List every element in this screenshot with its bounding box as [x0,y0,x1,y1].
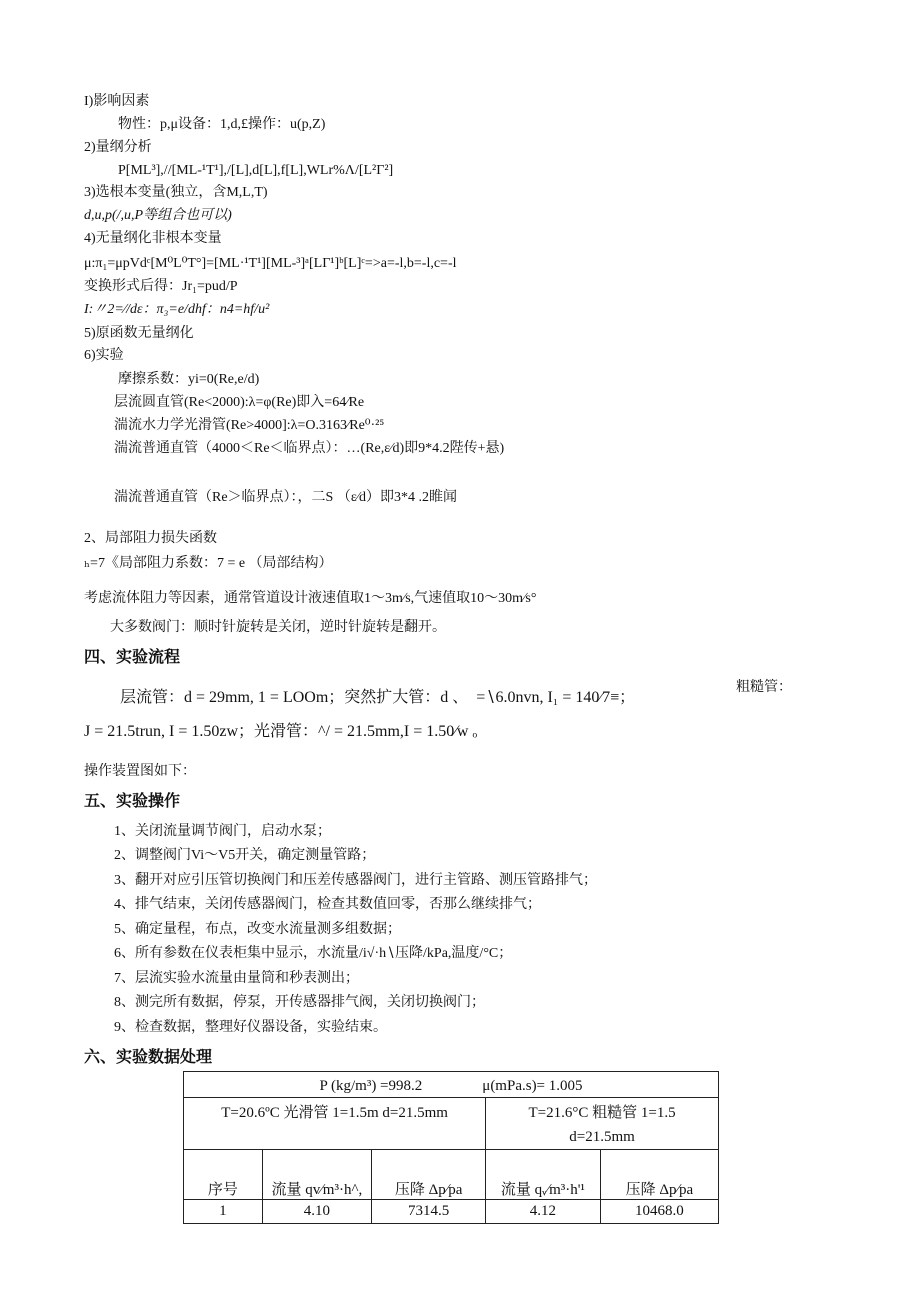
formula-line: I:〃2=∕/dε：π₃=e/dhf：n4=hf/u² [84,302,270,317]
text-line: 6)实验 [84,348,124,363]
text-line: 2)量纲分析 [84,140,152,155]
text-line: 层流圆直管(Re<2000):λ=φ(Re)即入=64∕Re [114,395,365,410]
text-line: 操作装置图如下： [84,764,196,779]
table-cell: T=20.6ºC 光滑管 1=1.5m d=21.5mm [184,1098,486,1150]
text-line: 湍流水力学光滑管(Re>4000]:λ=O.3163∕Re⁰·²⁵ [114,418,385,433]
text-line: P[ML³],//[ML-¹T¹],/[L],d[L],f[L],WLr%Λ/[L²Γ²] [118,163,394,178]
text-line: 摩擦系数：yi=0(Re,e/d) [118,372,260,387]
section-heading: 四、实验流程 [84,649,181,666]
text-line: ₕ=7《局部阻力系数：7 = e （局部结构） [84,556,333,571]
list-item: 8、测完所有数据，停泵，开传感器排气阀，关闭切换阀门； [114,995,485,1010]
list-item: 3、翻开对应引压管切换阀门和压差传感器阀门，进行主管路、测压管路排气； [114,873,597,888]
list-item: 2、调整阀门Vi～V5开关，确定测量管路； [114,848,376,863]
text-line: 粗糙管： [736,680,792,695]
formula-line: 层流管：d = 29mm, 1 = LOOm；突然扩大管：d 、 =∖6.0nvn, I₁ = 140∕7≡； [120,689,636,706]
table-header: 压降 Δp∕pa [372,1150,486,1200]
table-cell-line: T=21.6°C 粗糙管 1=1.5 [528,1105,676,1121]
table-header: 序号 [184,1150,263,1200]
text-line: d,u,p(/,u,P等组合也可以) [84,208,232,223]
text-line: 湍流普通直管（4000＜Re＜临界点）：…(Re,ε∕d)即9*4.2陛传+悬) [114,441,505,456]
list-item: 7、层流实验水流量由量筒和秒表测出； [114,971,359,986]
text-line: 2、局部阻力损失函数 [84,531,217,546]
text-line: 3)选根本变量(独立，含M,L,T) [84,185,268,200]
list-item: 5、确定量程，布点，改变水流量测多组数据； [114,922,401,937]
table-cell-line: d=21.5mm [569,1129,635,1145]
table-cell: 7314.5 [372,1200,486,1224]
table-cell: P (kg/m³) =998.2 μ(mPa.s)= 1.005 [184,1072,719,1098]
list-item: 1、关闭流量调节阀门，启动水泵； [114,824,331,839]
text-line: 5)原函数无量纲化 [84,326,194,341]
table-row [184,1200,719,1224]
text-line: 湍流普通直管（Re＞临界点）：，二S （ε∕d）即3*4 .2睢闻 [114,490,458,505]
table-cell: 4.10 [262,1200,371,1224]
formula-line: J = 21.5trun, I = 1.50zw；光滑管：^/ = 21.5mm,I = 1.50∕w ₒ [84,723,478,740]
table-cell: 4.12 [486,1200,601,1224]
list-item: 4、排气结束，关闭传感器阀门，检查其数值回零，否那么继续排气； [114,897,541,912]
text-line: 变换形式后得：Jr₁=pud/P [84,279,238,294]
text-line: 考虑流体阻力等因素，通常管道设计液速值取1～3m∕s,气速值取10～30m∕s° [84,591,537,606]
list-item: 6、所有参数在仪表柜集中显示，水流量/i√·h∖压降/kPa,温度/°C； [114,946,513,961]
text-line: I)影响因素 [84,94,150,109]
text-line: 大多数阀门：顺时针旋转是关闭，逆时针旋转是翻开。 [110,620,446,635]
section-heading: 五、实验操作 [84,793,181,810]
table-cell: 1 [184,1200,263,1224]
table-cell [486,1098,719,1150]
formula-line: μ:π₁=μpVdᶜ[M⁰L⁰T°]=[ML·¹T¹][ML-³]ᵃ[LΓ¹]ᵇ[L]ᶜ=>a=-l,b=-l,c=-l [84,256,457,271]
table-header: 流量 qv∕m³·h^, [262,1150,371,1200]
list-item: 9、检查数据，整理好仪器设备，实验结束。 [114,1020,387,1035]
data-table [183,1071,719,1224]
text-line: 物性：p,μ设备：1,d,£操作：u(p,Z) [118,117,326,132]
table-cell: 10468.0 [600,1200,718,1224]
text-line: 4)无量纲化非根本变量 [84,231,222,246]
section-heading: 六、实验数据处理 [84,1049,213,1066]
table-header: 压降 Δp∕pa [600,1150,718,1200]
table-header: 流量 qᵥ∕m³·h'¹ [486,1150,601,1200]
